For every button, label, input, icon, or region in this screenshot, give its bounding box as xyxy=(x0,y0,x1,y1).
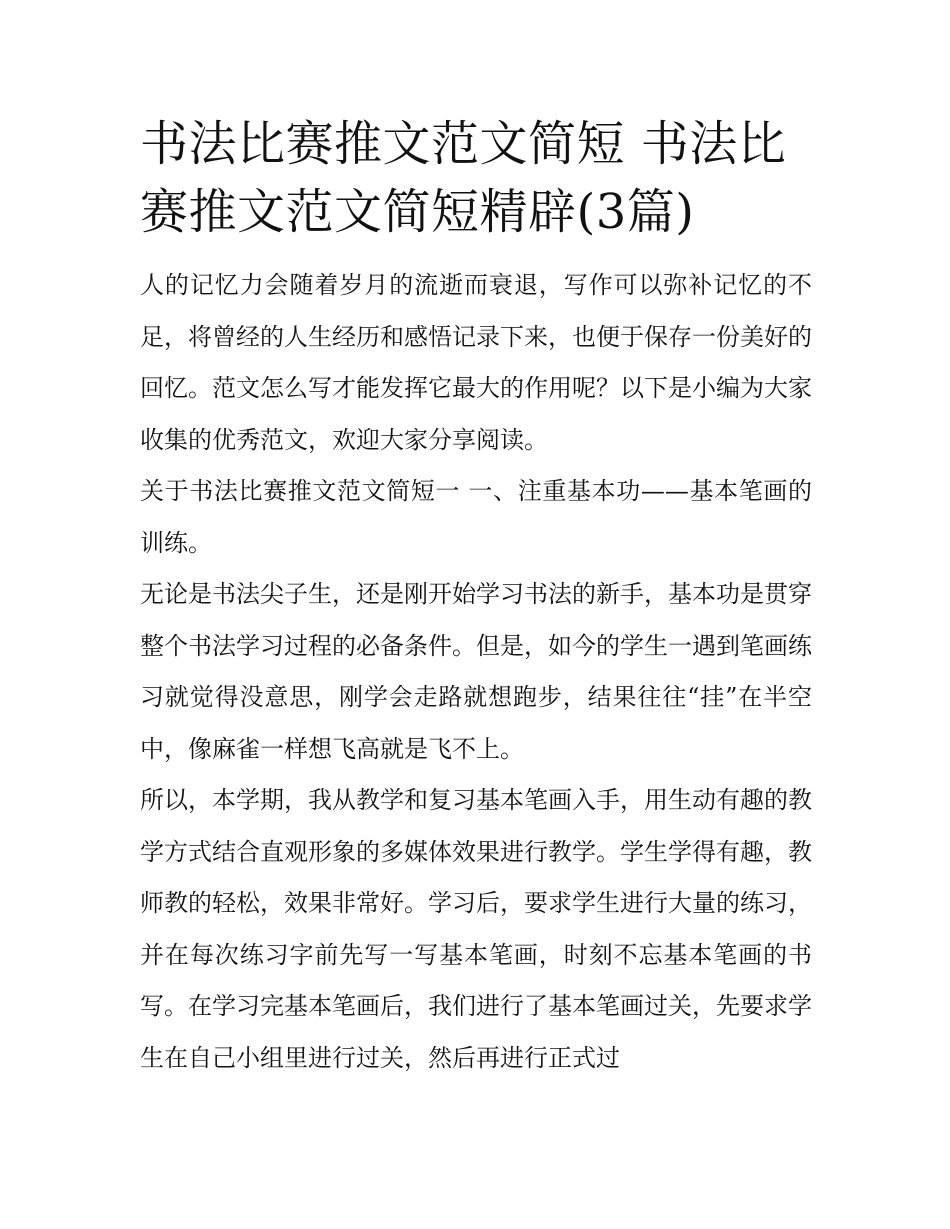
document-page xyxy=(140,110,812,1084)
paragraph-intro: 人的记忆力会随着岁月的流逝而衰退，写作可以弥补记忆的不足，将曾经的人生经历和感悟记录下来，也便于保存一份美好的回忆。范文怎么写才能发挥它最大的作用呢？以下是小编为大家收集的优秀范文，欢迎大家分享阅读。 xyxy=(140,271,812,454)
paragraph-teaching: 所以，本学期，我从教学和复习基本笔画入手，用生动有趣的教学方式结合直观形象的多媒体效果进行教学。学生学得有趣，教师教的轻松，效果非常好。学习后，要求学生进行大量的练习，并在每次练习字前先写一写基本笔画，时刻不忘基本笔画的书写。在学习完基本笔画后，我们进行了基本笔画过关，先要求学生在自己小组里进行过关，然后再进行正式过 xyxy=(140,786,812,1072)
paragraph-section-heading: 关于书法比赛推文范文简短一 一、注重基本功——基本笔画的训练。 xyxy=(140,477,812,557)
paragraph-basics: 无论是书法尖子生，还是刚开始学习书法的新手，基本功是贯穿整个书法学习过程的必备条件。但是，如今的学生一遇到笔画练习就觉得没意思，刚学会走路就想跑步，结果往往“挂”在半空中，像麻雀一样想飞高就是飞不上。 xyxy=(140,580,812,763)
document-title: 书法比赛推文范文简短 书法比赛推文范文简短精辟(3篇) xyxy=(140,116,787,240)
